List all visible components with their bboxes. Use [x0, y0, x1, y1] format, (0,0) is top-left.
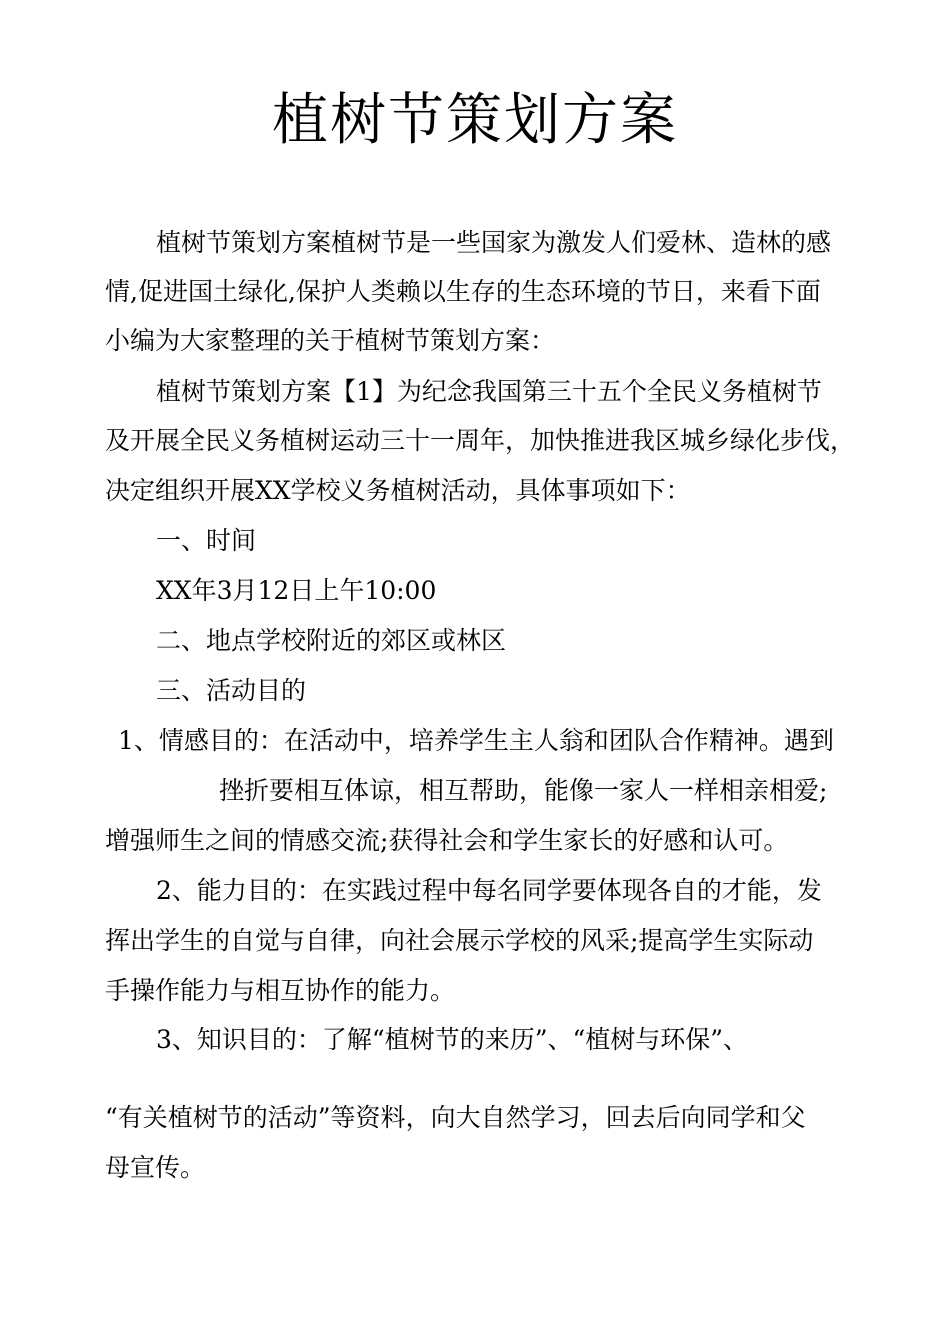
paragraph-line: 母宣传。	[105, 1153, 206, 1182]
paragraph-line: 植树节策划方案【1】为纪念我国第三十五个全民义务植树节	[156, 377, 822, 406]
paragraph-line: 小编为大家整理的关于植树节策划方案：	[105, 326, 556, 355]
paragraph-line: 3、知识目的：了解“植树节的来历”、“植树与环保”、	[156, 1025, 749, 1054]
paragraph-line: 挥出学生的自觉与自律，向社会展示学校的风采;提高学生实际动	[105, 926, 814, 955]
paragraph-line: 一、时间	[156, 526, 257, 555]
paragraph-line: 及开展全民义务植树运动三十一周年，加快推进我区城乡绿化步伐，	[105, 426, 856, 455]
paragraph-line: 决定组织开展XX学校义务植树活动，具体事项如下：	[105, 476, 691, 505]
paragraph-line: 植树节策划方案植树节是一些国家为激发人们爱林、造林的感	[156, 228, 832, 257]
paragraph-line: 挫折要相互体谅，相互帮助，能像一家人一样相亲相爱;	[219, 776, 828, 805]
paragraph-line: 三、活动目的	[156, 676, 307, 705]
paragraph-line: 增强师生之间的情感交流;获得社会和学生家长的好感和认可。	[105, 826, 789, 855]
paragraph-line: 2、能力目的：在实践过程中每名同学要体现各自的才能，发	[156, 876, 822, 905]
document-title: 植树节策划方案	[272, 88, 678, 153]
paragraph-line: 手操作能力与相互协作的能力。	[105, 976, 456, 1005]
paragraph-line: XX年3月12日上午10:00	[156, 576, 437, 605]
paragraph-line: 二、地点学校附近的郊区或林区	[156, 626, 507, 655]
paragraph-line: “有关植树节的活动”等资料，向大自然学习，回去后向同学和父	[105, 1103, 806, 1132]
paragraph-line: 1、情感目的：在活动中，培养学生主人翁和团队合作精神。遇到	[118, 726, 834, 755]
paragraph-line: 情,促进国土绿化,保护人类赖以生存的生态环境的节日，来看下面	[105, 277, 821, 306]
